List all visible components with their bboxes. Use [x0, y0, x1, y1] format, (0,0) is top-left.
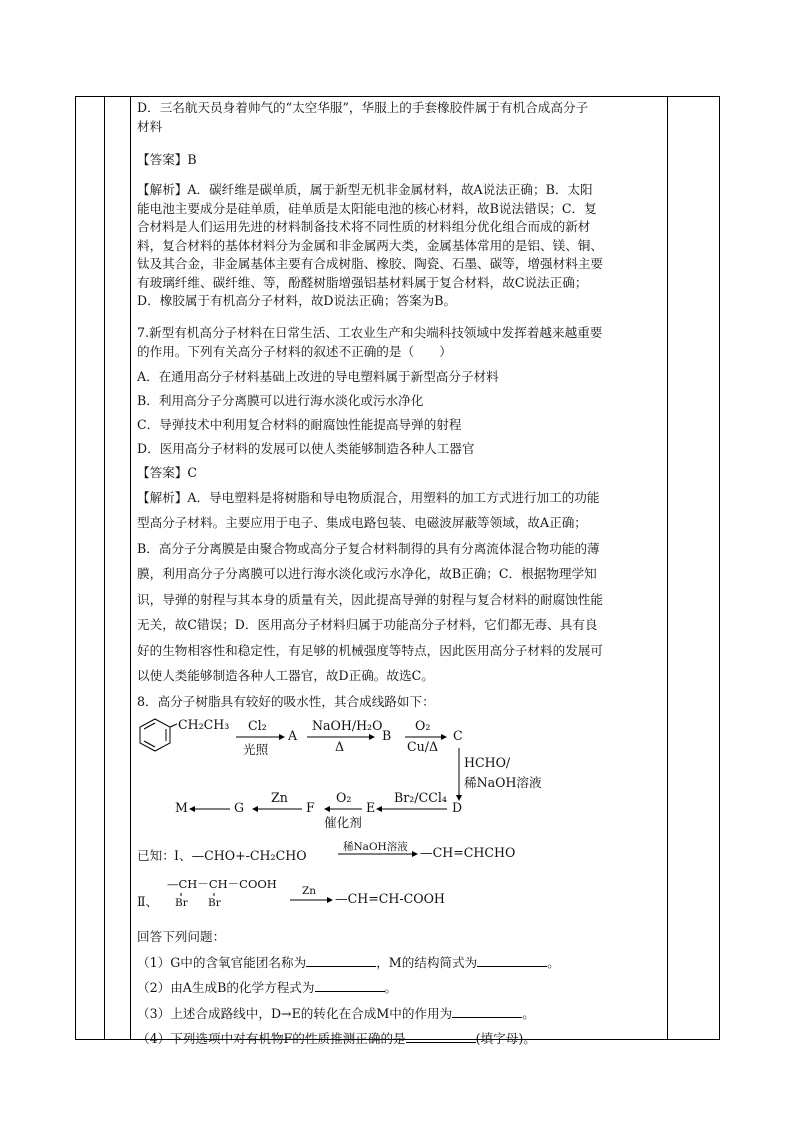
q8-1-pre: （1）G中的含氧官能团名称为 [137, 954, 307, 970]
q8-3-post: 。 [522, 1005, 535, 1021]
compound-b: B [382, 728, 392, 743]
q7-answer: 【答案】C [137, 464, 198, 480]
known-ii-product: —CH=CH-COOH [335, 891, 445, 906]
q8-prompt: 回答下列问题： [137, 929, 226, 944]
q7-analysis-line: 识，导弹的射程与其本身的质量有关，因此提高导弹的射程与复合材料的耐腐蚀性能 [137, 591, 603, 607]
q8-4-pre: （4）下列选项中对有机物F的性质推测正确的是 [137, 1031, 406, 1046]
q6-analysis-line: 【解析】A．碳纤维是碳单质，属于新型无机非金属材料，故A说法正确；B．太阳 [137, 182, 593, 197]
known-ii-br-1: Br [175, 897, 188, 909]
known-ii-reactant: —CH－CH－COOH [167, 877, 277, 891]
reagent-2-bottom: Δ [335, 739, 345, 754]
compound-c: C [453, 728, 463, 743]
q7-analysis-line: B．高分子分离膜是由聚合物或高分子复合材料制得的具有分离流体混合物功能的薄 [137, 540, 600, 556]
q6-analysis-line: D．橡胶属于有机高分子材料，故D说法正确；答案为B。 [137, 293, 457, 308]
scheme-lines [137, 714, 659, 842]
reagent-1-top: Cl₂ [248, 718, 267, 733]
reagent-7-top: Zn [271, 790, 288, 805]
q8-sub-question-1 [137, 950, 659, 976]
q7-analysis-line: 型高分子材料。主要应用于电子、集成电路包装、电磁波屏蔽等领域，故A正确； [137, 515, 587, 530]
q7-analysis-line: 以使人类能够制造各种人工器官，故D正确。故选C。 [137, 668, 434, 683]
reagent-3-top: O₂ [415, 718, 431, 733]
q7-analysis-line: 【解析】A．导电塑料是将树脂和导电物质混合，用塑料的加工方式进行加工的功能 [137, 489, 600, 505]
q6-analysis [137, 181, 659, 311]
q6-analysis-line: 合材料是人们运用先进的材料制备技术将不同性质的材料组分优化组合而成的新材 [137, 219, 591, 234]
reagent-6-bottom: 催化剂 [324, 815, 362, 830]
q8-2-post: 。 [384, 980, 398, 995]
q6-answer: 【答案】B [137, 152, 197, 167]
q8-sub-question-4 [137, 1026, 659, 1052]
q8-3-pre: （3）上述合成路线中，D→E的转化在合成M中的作用为 [137, 1005, 453, 1021]
known-i-reactant: Ⅰ、—CHO+-CH₂CHO [174, 848, 307, 863]
reagent-1-bottom: 光照 [243, 742, 269, 757]
q7-analysis-line: 无关，故C错误；D．医用高分子材料归属于功能高分子材料，它们都无毒、具有良 [137, 617, 598, 632]
q8-1-post: 。 [547, 954, 560, 970]
q8-1-mid: ，M的结构简式为 [376, 954, 478, 970]
q6-analysis-line: 料，复合材料的基体材料分为金属和非金属两大类，金属基体常用的是铝、镁、铜、 [137, 237, 603, 253]
q7-analysis-line: 膜，利用高分子分离膜可以进行海水淡化或污水净化，故B正确；C．根据物理学知 [137, 566, 597, 581]
reagent-6-top: O₂ [336, 790, 352, 805]
reagent-3-bottom: Cu/Δ [407, 739, 439, 754]
q7-stem-line: 的作用。下列有关高分子材料的叙述不正确的是（ ） [137, 343, 452, 359]
q8-2-pre: （2）由A生成B的化学方程式为 [137, 980, 315, 995]
q8-4-post: (填字母)。 [475, 1031, 536, 1046]
content-column [137, 98, 659, 1052]
answer-blank-2[interactable] [315, 979, 385, 992]
answer-blank-1b[interactable] [477, 954, 547, 967]
q7-analysis [137, 485, 659, 689]
q8-sub-question-3 [137, 1001, 659, 1027]
q7-option-c: C．导弹技术中利用复合材料的耐腐蚀性能提高导弹的射程 [137, 416, 462, 432]
reagent-4-line2: 稀NaOH溶液 [464, 775, 542, 790]
compound-g: G [234, 800, 245, 815]
column-divider-2 [130, 96, 131, 1040]
q8-sub-question-2 [137, 975, 659, 1001]
q7-analysis-line: 好的生物相容性和稳定性，有足够的机械强度等特点，因此医用高分子材料的发展可 [137, 642, 603, 658]
q6-analysis-line: 能电池主要成分是硅单质，硅单质是太阳能电池的核心材料，故B说法错误；C．复 [137, 200, 597, 216]
compound-m: M [175, 800, 188, 815]
q6-option-d-line1: D．三名航天员身着帅气的“太空华服”，华服上的手套橡胶件属于有机合成高分子 [137, 100, 589, 115]
q6-analysis-line: 钛及其合金，非金属基体主要有合成树脂、橡胶、陶瓷、石墨、碳等，增强材料主要 [137, 256, 603, 271]
compound-e: E [366, 800, 376, 815]
reagent-2-top: NaOH/H₂O [312, 718, 383, 733]
known-reactions [137, 842, 659, 924]
synthesis-scheme [137, 714, 659, 842]
known-label: 已知： [137, 848, 175, 863]
q8-stem: 8．高分子树脂具有较好的吸水性，其合成线路如下： [137, 693, 435, 709]
q7-option-a: A．在通用高分子材料基础上改进的导电塑料属于新型高分子材料 [137, 368, 499, 384]
known-i-product: —CH=CHCHO [420, 845, 516, 860]
known-ii-condition: Zn [302, 885, 317, 897]
q6-option-d-line2: 材料 [137, 119, 163, 134]
known-i-condition: 稀NaOH溶液 [343, 841, 408, 853]
q7-stem-line: 7.新型有机高分子材料在日常生活、工农业生产和尖端科技领域中发挥着越来越重要 [137, 324, 603, 340]
column-divider-1 [104, 96, 105, 1040]
q7-option-b: B．利用高分子分离膜可以进行海水淡化或污水净化 [137, 392, 424, 408]
known-ii-br-2: Br [208, 897, 221, 909]
known-ii-label: Ⅱ、 [137, 894, 159, 909]
answer-blank-3[interactable] [452, 1005, 522, 1018]
q7-option-d: D．医用高分子材料的发展可以使人类能够制造各种人工器官 [137, 440, 475, 456]
benzene-ring-icon [140, 719, 170, 751]
compound-f: F [306, 800, 315, 815]
reagent-4-line1: HCHO/ [464, 755, 511, 770]
answer-blank-4[interactable] [406, 1030, 476, 1043]
compound-d: D [452, 800, 463, 815]
start-group-label: CH₂CH₃ [178, 717, 230, 732]
column-divider-3 [667, 96, 668, 1040]
reagent-5-top: Br₂/CCl₄ [394, 790, 447, 805]
answer-blank-1a[interactable] [306, 954, 376, 967]
compound-a: A [288, 728, 298, 743]
q6-analysis-line: 有玻璃纤维、碳纤维、等，酚醛树脂增强铝基材料属于复合材料，故C说法正确； [137, 274, 588, 290]
